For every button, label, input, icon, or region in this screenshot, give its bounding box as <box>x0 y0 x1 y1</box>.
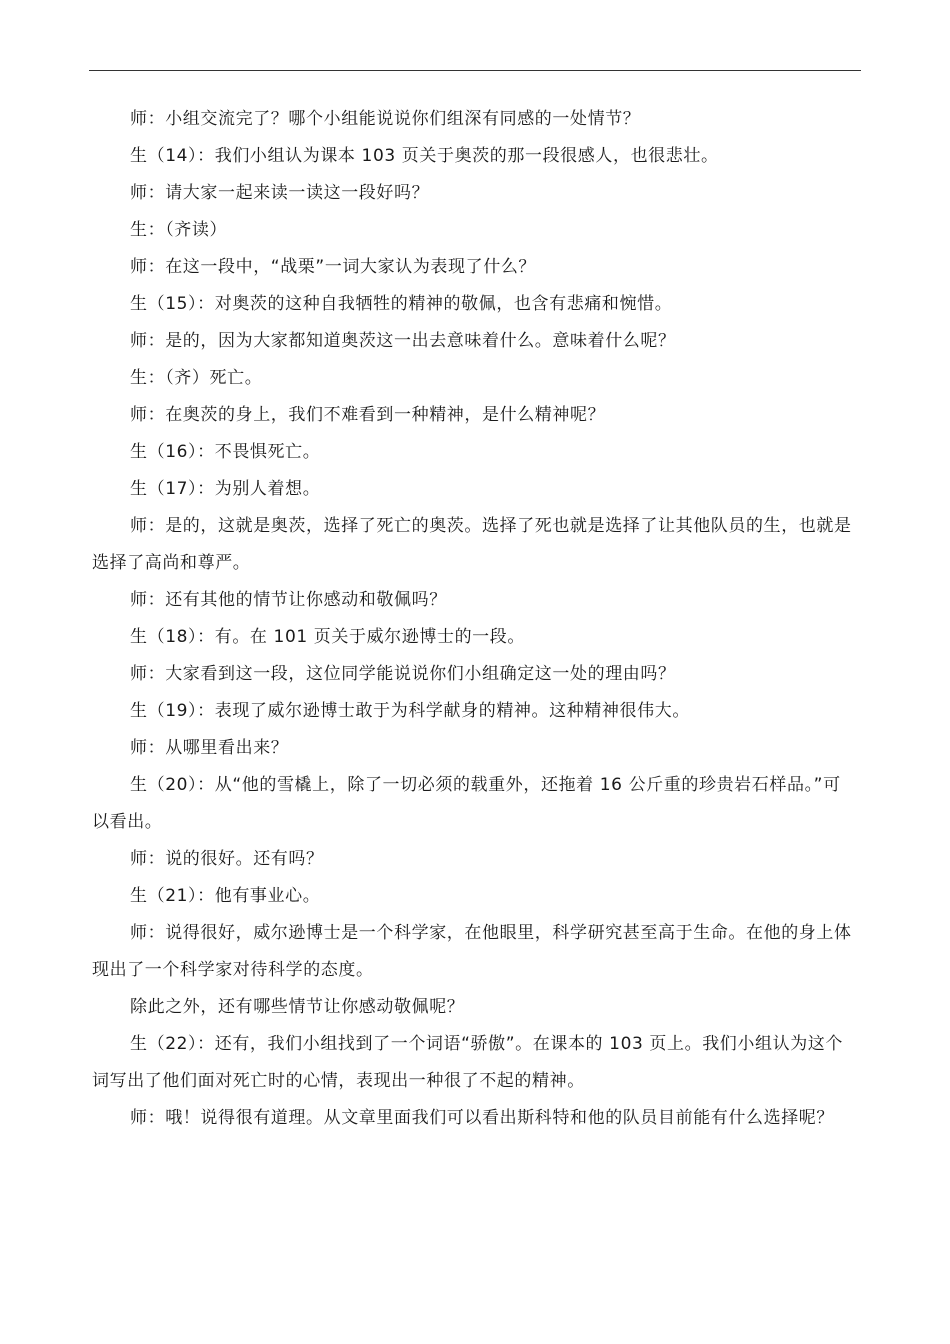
paragraph: 师：小组交流完了？哪个小组能说说你们组深有同感的一处情节？ <box>130 109 641 129</box>
paragraph: 生（22）：还有，我们小组找到了一个词语“骄傲”。在课本的 103 页上。我们小组认为这个词写出了他们面对死亡时的心情，表现出一种很了不起的精神。 <box>92 1034 843 1091</box>
paragraph: 师：请大家一起来读一读这一段好吗？ <box>130 183 430 203</box>
paragraph: 生（21）：他有事业心。 <box>130 886 321 906</box>
paragraph: 生（17）：为别人着想。 <box>130 479 321 499</box>
paragraph: 师：是的，因为大家都知道奥茨这一出去意味着什么。意味着什么呢？ <box>130 331 676 351</box>
header-rule <box>89 70 861 71</box>
paragraph: 师：说的很好。还有吗？ <box>130 849 324 869</box>
paragraph: 除此之外，还有哪些情节让你感动敬佩呢？ <box>130 997 465 1017</box>
paragraph: 生（14）：我们小组认为课本 103 页关于奥茨的那一段很感人，也很悲壮。 <box>130 146 719 166</box>
paragraph: 师：大家看到这一段，这位同学能说说你们小组确定这一处的理由吗？ <box>130 664 676 684</box>
paragraph: 师：在这一段中，“战栗”一词大家认为表现了什么？ <box>130 257 537 277</box>
paragraph: 师：哦！说得很有道理。从文章里面我们可以看出斯科特和他的队员目前能有什么选择呢？ <box>130 1108 834 1128</box>
paragraph: 生（18）：有。在 101 页关于威尔逊博士的一段。 <box>130 627 525 647</box>
paragraph: 师：说得很好，威尔逊博士是一个科学家，在他眼里，科学研究甚至高于生命。在他的身上体现出了一个科学家对待科学的态度。 <box>92 923 852 980</box>
paragraph: 生（16）：不畏惧死亡。 <box>130 442 321 462</box>
paragraph: 生（19）：表现了威尔逊博士敢于为科学献身的精神。这种精神很伟大。 <box>130 701 690 721</box>
paragraph: 师：从哪里看出来？ <box>130 738 289 758</box>
paragraph: 生：（齐读） <box>130 220 228 240</box>
paragraph: 生（20）：从“他的雪橇上，除了一切必须的载重外，还拖着 16 公斤重的珍贵岩石样品。”可以看出。 <box>92 775 841 832</box>
document-body <box>92 101 858 1137</box>
paragraph: 师：在奥茨的身上，我们不难看到一种精神，是什么精神呢？ <box>130 405 606 425</box>
paragraph: 生：（齐）死亡。 <box>130 368 263 388</box>
paragraph: 生（15）：对奥茨的这种自我牺牲的精神的敬佩，也含有悲痛和惋惜。 <box>130 294 673 314</box>
paragraph: 师：还有其他的情节让你感动和敬佩吗？ <box>130 590 447 610</box>
paragraph: 师：是的，这就是奥茨，选择了死亡的奥茨。选择了死也就是选择了让其他队员的生，也就是选择了高尚和尊严。 <box>92 516 852 573</box>
